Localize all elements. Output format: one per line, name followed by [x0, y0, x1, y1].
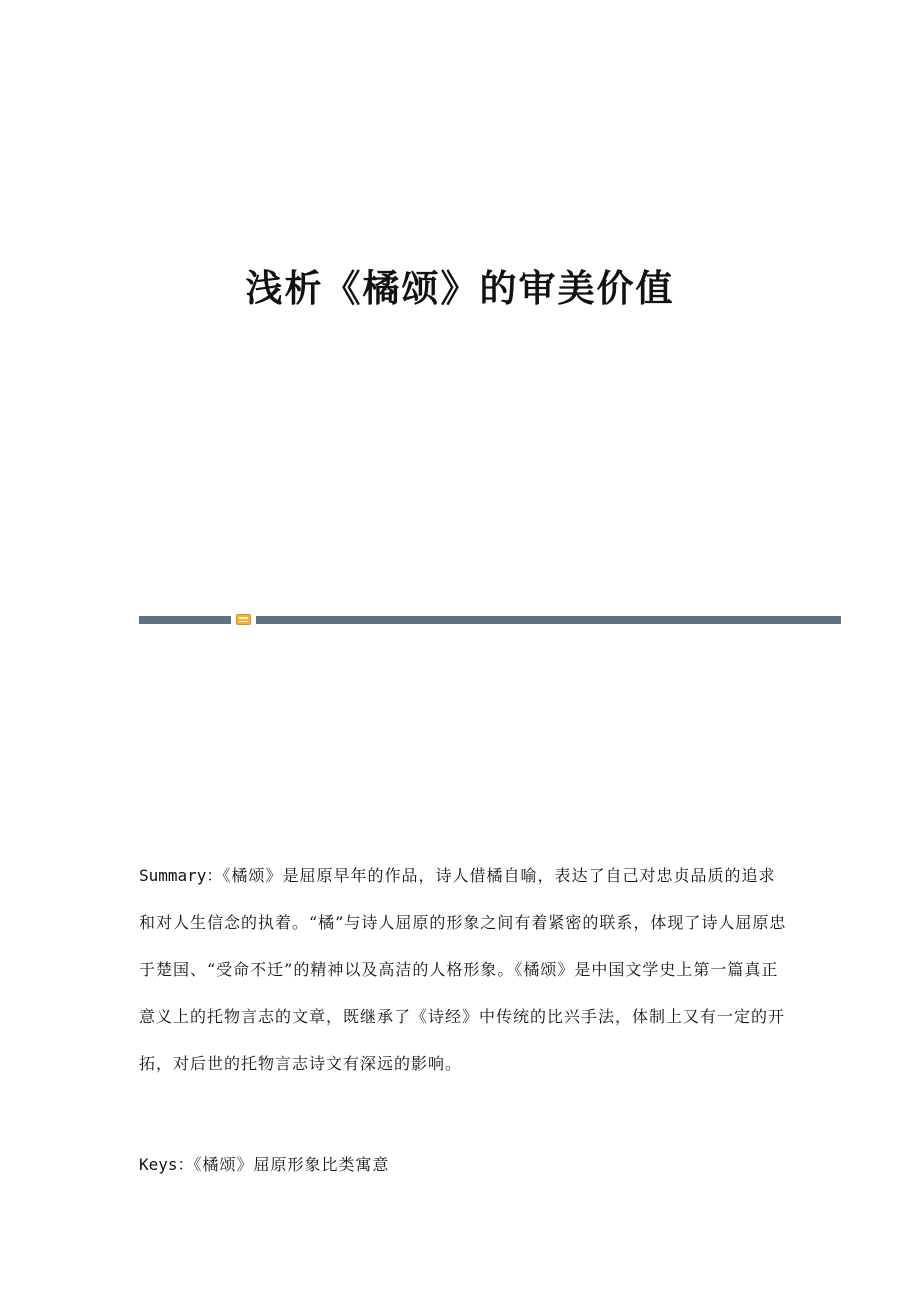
keywords-paragraph	[139, 1146, 789, 1184]
summary-text: 《橘颂》是屈原早年的作品，诗人借橘自喻，表达了自己对忠贞品质的追求和对人生信念的执着。“橘”与诗人屈原的形象之间有着紧密的联系，体现了诗人屈原忠于楚国、“受命不迁”的精神以及高洁的人格形象。《橘颂》是中国文学史上第一篇真正意义上的托物言志的文章，既继承了《诗经》中传统的比兴手法，体制上又有一定的开拓，对后世的托物言志诗文有深远的影响。	[139, 866, 787, 1073]
document-title: 浅析《橘颂》的审美价值	[245, 266, 675, 310]
divider-bar-right	[256, 616, 841, 624]
section-divider	[139, 612, 841, 626]
book-ornament-icon	[236, 614, 251, 625]
keys-label: Keys：	[139, 1155, 194, 1174]
divider-bar-left	[139, 616, 231, 624]
summary-label: Summary：	[139, 866, 223, 885]
keys-text: 《橘颂》屈原形象比类寓意	[193, 1155, 390, 1174]
summary-paragraph	[139, 852, 789, 1087]
